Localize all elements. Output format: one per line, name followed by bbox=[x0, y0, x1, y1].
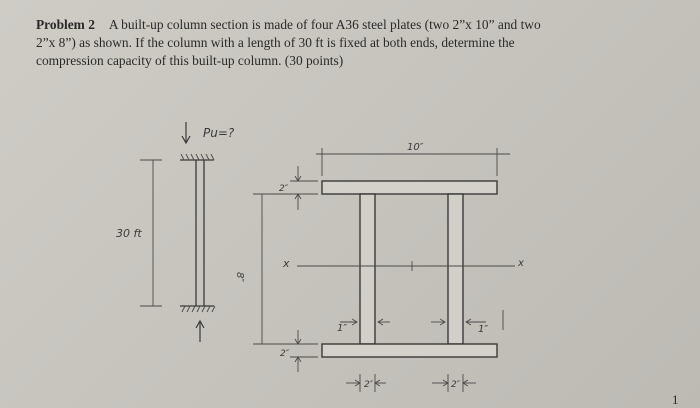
web-thickness-left-label: 1″ bbox=[337, 323, 348, 334]
top-support-hatch bbox=[181, 154, 214, 160]
bottom-dim-left-label: 2″ bbox=[364, 380, 374, 390]
load-label: Pu=? bbox=[203, 126, 235, 140]
bottom-flange-plate bbox=[322, 344, 497, 357]
bottom-dim-right-label: 2″ bbox=[451, 380, 461, 390]
axis-label-right: x bbox=[518, 258, 524, 269]
page-number: 1 bbox=[672, 392, 679, 407]
column-length-label: 30 ft bbox=[116, 227, 142, 240]
top-flange-thickness-label: 2″ bbox=[279, 184, 289, 194]
right-web-plate bbox=[448, 194, 463, 344]
web-thickness-right-label: 1″ bbox=[478, 324, 489, 335]
top-flange-plate bbox=[322, 181, 497, 194]
problem-label: Problem 2 bbox=[36, 17, 95, 32]
column-elevation bbox=[140, 122, 215, 342]
web-height-label: 8″ bbox=[234, 272, 245, 283]
left-web-plate bbox=[360, 194, 375, 344]
top-flange-thickness-dimension bbox=[290, 166, 318, 210]
problem-text-line-1: A built-up column section is made of four A36 steel plates (two 2”x 10” and two bbox=[108, 17, 541, 32]
bottom-flange-thickness-label: 2″ bbox=[280, 349, 290, 359]
bottom-flange-thickness-dimension bbox=[290, 330, 318, 372]
bottom-support-hatch bbox=[182, 306, 215, 312]
flange-width-label: 10″ bbox=[407, 142, 424, 153]
problem-text-line-2: 2”x 8”) as shown. If the column with a length of 30 ft is fixed at both ends, determine the bbox=[36, 35, 515, 50]
problem-text-line-3: compression capacity of this built-up column. (30 points) bbox=[36, 53, 344, 68]
axis-label-left: x bbox=[283, 257, 290, 270]
